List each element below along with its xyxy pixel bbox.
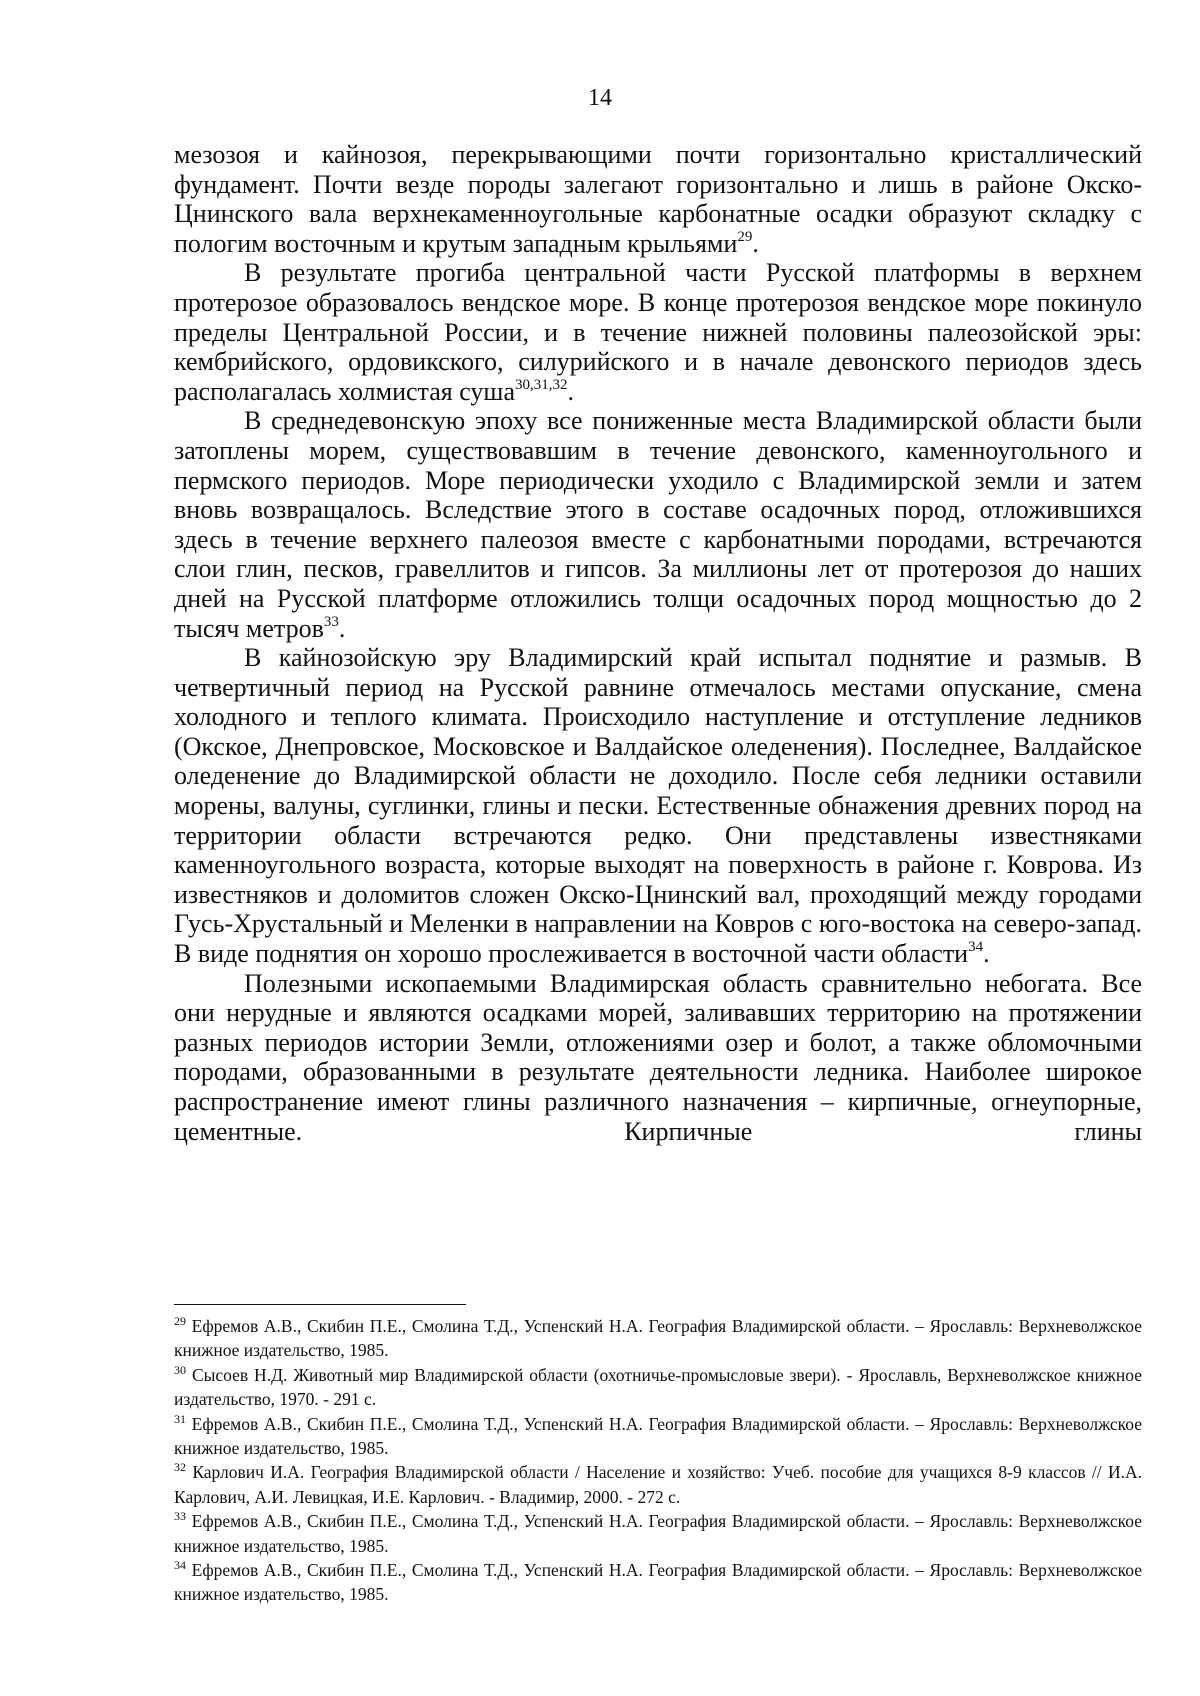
- footnote-text: Ефремов А.В., Скибин П.Е., Смолина Т.Д., Успенский Н.А. География Владимирской области. – Ярославль: Верхневолжское книжное издательство, 1985.: [174, 1413, 1142, 1459]
- paragraph-tail: .: [567, 376, 574, 406]
- page-number: 14: [588, 85, 612, 111]
- paragraph: [174, 406, 1142, 643]
- footnotes: [174, 1314, 1142, 1607]
- paragraph-text: В результате прогиба центральной части Русской платформы в верхнем протерозое образовалось вендское море. В конце протерозоя вендское море покинуло пределы Центральной России, и в течение нижней половины палеозойской эры: кембрийского, ордовикского, силурийского и в начале девонского периодов здесь располагалась холмистая суша: [174, 258, 1142, 406]
- footnote-reference[interactable]: 33: [323, 613, 339, 630]
- footnote-number: 34: [174, 1558, 186, 1573]
- footnote-number: 30: [174, 1362, 186, 1377]
- footnote: [174, 1314, 1142, 1363]
- paragraph: [174, 969, 1142, 1147]
- footnote-text: Ефремов А.В., Скибин П.Е., Смолина Т.Д., Успенский Н.А. География Владимирской области. – Ярославль: Верхневолжское книжное издательство, 1985.: [174, 1316, 1142, 1361]
- footnote-number: 33: [174, 1509, 186, 1524]
- footnote-number: 29: [174, 1314, 186, 1328]
- footnote-reference[interactable]: 34: [968, 939, 984, 956]
- footnote-text: Сысоев Н.Д. Животный мир Владимирской области (охотничье-промысловые звери). - Ярославль, Верхневолжское книжное издательство, 1970. - 291 с.: [174, 1364, 1142, 1410]
- footnote: [174, 1363, 1142, 1412]
- footnote: [174, 1460, 1142, 1509]
- footnote: [174, 1412, 1142, 1461]
- paragraph: [174, 258, 1142, 406]
- paragraph-text: мезозоя и кайнозоя, перекрывающими почти горизонтально кристаллический фундамент. Почти везде породы залегают горизонтально и лишь в районе Окско-Цнинского вала верхнекаменноугольные карбонатные осадки образуют складку с пологим восточным и крутым западным крыльями: [174, 140, 1142, 258]
- footnote: [174, 1558, 1142, 1607]
- footnote-separator: [174, 1304, 466, 1305]
- paragraph-text: Полезными ископаемыми Владимирская область сравнительно небогата. Все они нерудные и являются осадками морей, заливавших территорию на протяжении разных периодов истории Земли, отложениями озер и болот, а также обломочными породами, образованными в результате деятельности ледника. Наиболее широкое распространение имеют глины различного назначения – кирпичные, огнеупорные, цементные. Кирпичные глины: [174, 968, 1142, 1146]
- footnote-number: 32: [174, 1460, 186, 1475]
- footnote-text: Ефремов А.В., Скибин П.Е., Смолина Т.Д., Успенский Н.А. География Владимирской области. – Ярославль: Верхневолжское книжное издательство, 1985.: [174, 1511, 1142, 1556]
- footnote: [174, 1509, 1142, 1558]
- paragraph-tail: .: [338, 613, 346, 643]
- paragraph-tail: .: [752, 228, 759, 258]
- paragraph-text: В среднедевонскую эпоху все пониженные места Владимирской области были затоплены морем, существовавшим в течение девонского, каменноугольного и пермского периодов. Море периодически уходило с Владимирской земли и затем вновь возвращалось. Вследствие этого в составе осадочных пород, отложившихся здесь в течение верхнего палеозоя вместе с карбонатными породами, встречаются слои глин, песков, гравеллитов и гипсов. За миллионы лет от протерозоя до наших дней на Русской платформе отложились толщи осадочных пород мощностью до 2 тысяч метров: [174, 406, 1142, 643]
- footnote-number: 31: [174, 1411, 186, 1426]
- paragraph-tail: .: [983, 939, 990, 969]
- paragraph: [174, 643, 1142, 969]
- footnote-reference[interactable]: 30,31,32: [515, 376, 568, 393]
- footnote-text: Ефремов А.В., Скибин П.Е., Смолина Т.Д., Успенский Н.А. География Владимирской области. – Ярославль: Верхневолжское книжное издательство, 1985.: [174, 1560, 1142, 1605]
- footnote-text: Карлович И.А. География Владимирской области / Население и хозяйство: Учеб. пособие для учащихся 8-9 классов // И.А. Карлович, А.И. Левицкая, И.Е. Карлович. - Владимир, 2000. - 272 с.: [174, 1462, 1143, 1507]
- paragraph-text: В кайнозойскую эру Владимирский край испытал поднятие и размыв. В четвертичный период на Русской равнине отмечалось местами опускание, смена холодного и теплого климата. Происходило наступление и отступление ледников (Окское, Днепровское, Московское и Валдайское оледенения). Последнее, Валдайское оледенение до Владимирской области не доходило. После себя ледники оставили морены, валуны, суглинки, глины и пески. Естественные обнажения древних пород на территории области встречаются редко. Они представлены известняками каменноугольного возраста, которые выходят на поверхность в районе г. Коврова. Из известняков и доломитов сложен Окско-Цнинский вал, проходящий между городами Гусь-Хрустальный и Меленки в направлении на Ковров с юго-востока на северо-запад. В виде поднятия он хорошо прослеживается в восточной части области: [174, 643, 1142, 969]
- main-text: [174, 140, 1142, 1146]
- paragraph: [174, 140, 1142, 258]
- footnote-reference[interactable]: 29: [737, 228, 753, 245]
